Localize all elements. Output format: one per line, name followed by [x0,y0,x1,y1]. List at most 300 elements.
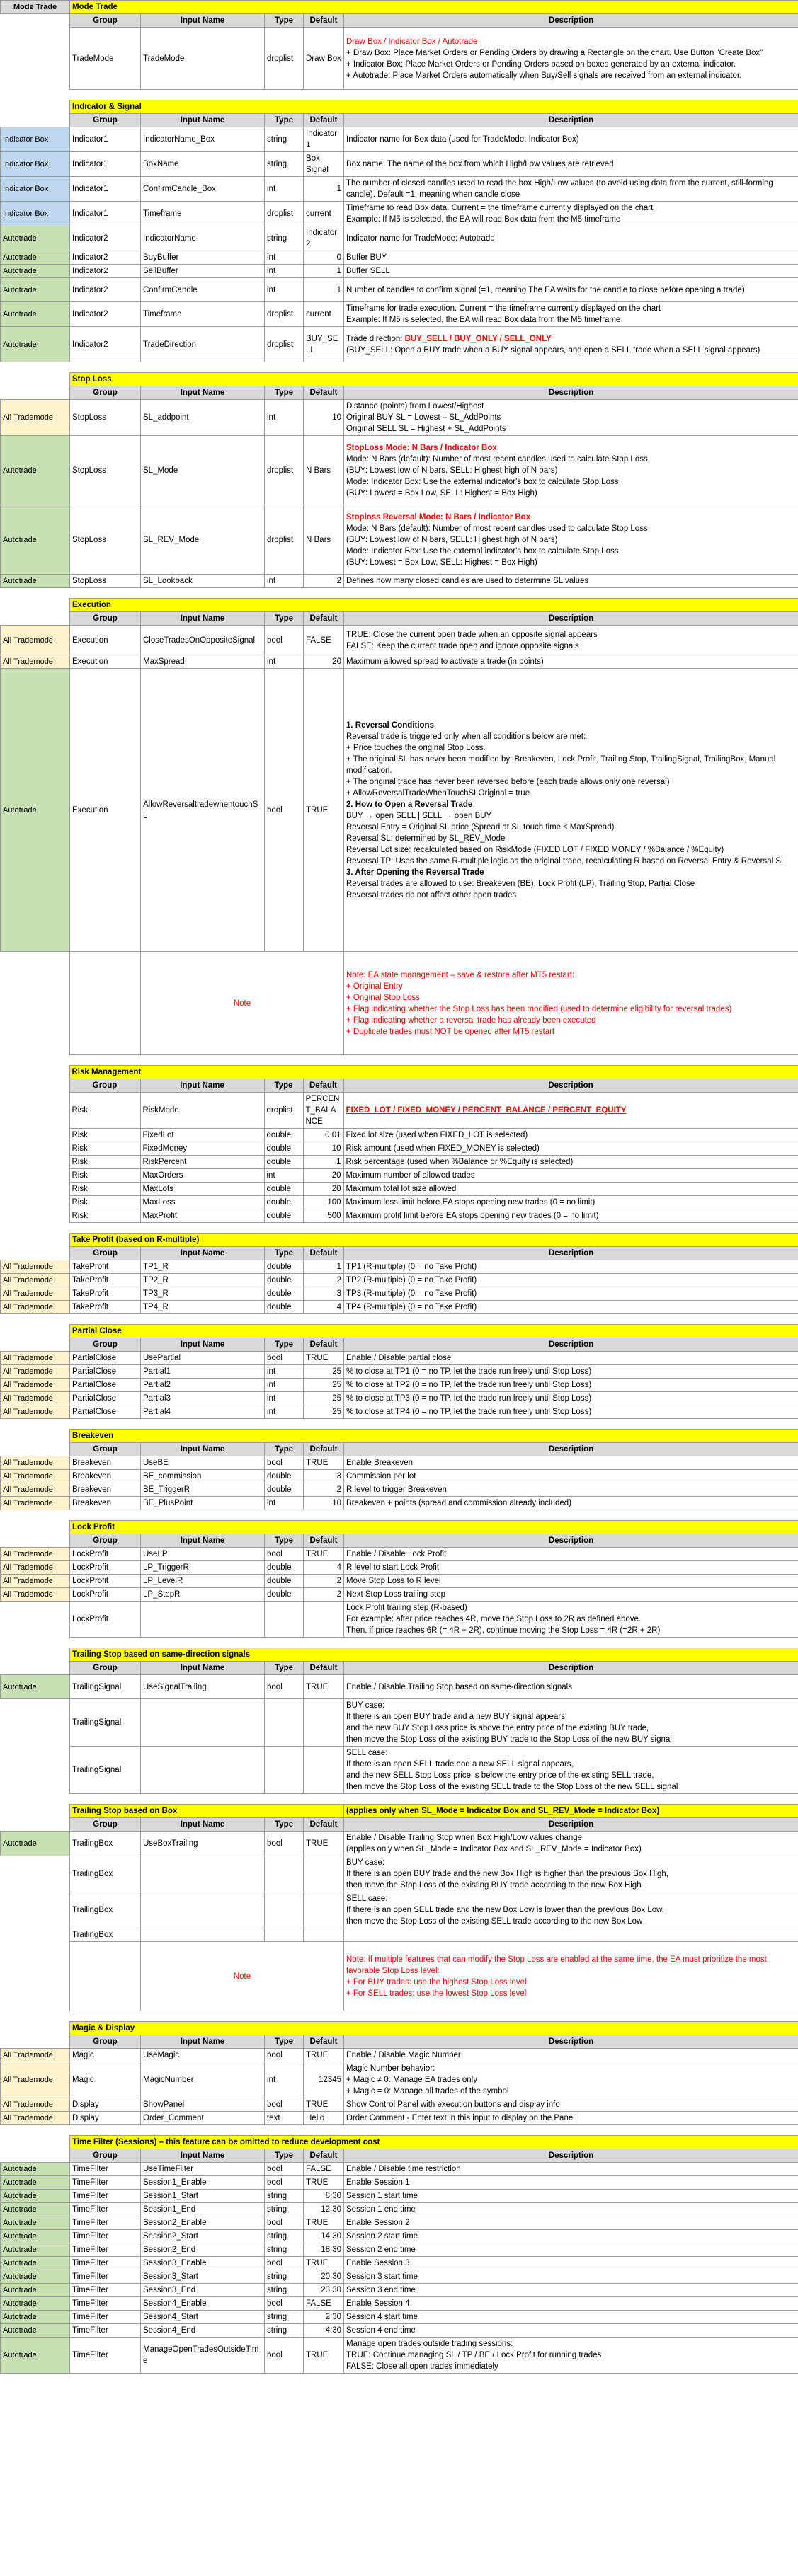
mode-badge: Indicator Box [1,177,70,202]
type-cell: droplist [265,327,304,362]
description-line: Trade direction: BUY_SELL / BUY_ONLY / SELL_ONLY [346,334,552,343]
input-name-cell: MaxProfit [140,1209,264,1223]
default-cell: 2:30 [304,2311,344,2324]
input-name-cell: Timeframe [141,302,265,327]
group-cell: Risk [69,1183,140,1196]
default-cell: FALSE [304,2297,344,2311]
section-title: Indicator & Signal [70,100,798,114]
group-cell: Display [70,2112,141,2125]
default-cell: 4:30 [304,2324,344,2338]
param-row [1,127,798,152]
group-cell: TimeFilter [70,2190,141,2203]
description-cell [344,1892,798,1928]
description-cell [344,2216,798,2230]
default-cell: Hello [304,2112,344,2125]
mode-badge [0,1142,69,1156]
group-cell: PartialClose [70,1379,141,1392]
input-name-cell: SL_addpoint [141,400,265,436]
description-cell [344,1942,798,2011]
description-line: Maximum total lot size allowed [346,1185,457,1193]
mode-badge: Autotrade [1,2243,70,2257]
description-line: For example: after price reaches 4R, move the Stop Loss to 2R as defined above. [346,1615,642,1623]
description-line: TRUE: Close the current open trade when an opposite signal appears [346,630,598,639]
description-cell [344,2230,798,2243]
param-row [1,1832,798,1856]
description-line: If there is an open SELL trade and a new SELL signal appears, [346,1760,574,1769]
default-cell: BUY_SELL [304,327,344,362]
mode-badge: Autotrade [1,2257,70,2270]
column-header-input: Input Name [141,612,265,626]
param-row [1,1365,798,1379]
description-line: SELL case: [346,1749,388,1757]
description-line: Enable Breakeven [346,1459,413,1467]
description-cell [344,400,798,436]
param-row [1,1942,798,2011]
description-cell [344,1856,798,1892]
description-line: Session 4 end time [346,2326,416,2335]
mode-badge: All Trademode [1,1260,70,1274]
description-line: + Original Entry [346,982,403,991]
input-name-cell: UseBE [141,1456,265,1470]
param-row [1,28,798,90]
mode-badge: All Trademode [1,1274,70,1287]
description-line: Manage open trades outside trading sessions: [346,2340,513,2348]
description-cell [344,2270,798,2284]
group-cell: Indicator2 [70,265,141,278]
group-cell: Indicator1 [70,152,141,177]
default-cell: TRUE [304,2257,344,2270]
description-line: + For BUY trades: use the highest Stop Loss level [346,1977,527,1986]
param-row [1,1352,798,1365]
description-cell [344,1928,798,1942]
group-cell: Indicator1 [70,177,141,202]
column-header-input: Input Name [141,14,265,28]
mode-badge: Autotrade [1,2230,70,2243]
group-cell: Risk [69,1142,140,1156]
default-cell [304,1602,344,1638]
description-line: % to close at TP3 (0 = no TP, let the trade run freely until Stop Loss) [346,1394,592,1403]
description-cell [344,1365,798,1379]
description-cell [344,2311,798,2324]
description-cell [344,2062,798,2098]
input-name-cell: Session1_Enable [141,2176,265,2190]
description-cell [344,152,798,177]
description-cell [344,1699,798,1747]
group-cell [70,1942,141,2011]
section-table [0,1324,798,1419]
group-cell: LockProfit [70,1602,141,1638]
description-cell [344,1274,798,1287]
type-cell: double [265,1588,304,1602]
type-cell: string [265,127,304,152]
default-cell: N Bars [304,505,344,575]
input-name-cell: ConfirmCandle [141,278,265,302]
input-name-cell [141,1699,265,1747]
type-cell: int [265,278,304,302]
type-cell: int [265,400,304,436]
input-name-cell: ShowPanel [141,2098,265,2112]
description-line: Maximum loss limit before EA stops opening new trades (0 = no limit) [346,1198,595,1207]
description-cell [344,1832,798,1856]
group-cell: PartialClose [70,1365,141,1379]
group-cell: Risk [69,1196,140,1209]
input-name-cell: BE_TriggerR [141,1483,265,1497]
param-row [1,1497,798,1510]
mode-badge [1,1892,70,1928]
type-cell: int [265,655,304,669]
input-name-cell: TP1_R [141,1260,265,1274]
description-line: Move Stop Loss to R level [346,1577,441,1585]
mode-badge [1,1928,70,1942]
default-cell: current [304,302,344,327]
type-cell: bool [265,669,304,952]
group-cell: TakeProfit [70,1260,141,1274]
param-row [1,2311,798,2324]
param-row [1,1274,798,1287]
default-cell: Box Signal [304,152,344,177]
description-line: % to close at TP4 (0 = no TP, let the trade run freely until Stop Loss) [346,1408,592,1416]
description-line: Session 3 start time [346,2272,418,2281]
default-cell: TRUE [304,1548,344,1561]
description-cell [344,2112,798,2125]
section-table [0,598,798,1055]
mode-badge: Autotrade [1,2270,70,2284]
param-row [1,202,798,226]
param-row [1,1548,798,1561]
description-line: (BUY: Lowest = Box Low, SELL: Highest = Box High) [346,558,537,567]
input-name-cell: Note [141,1942,344,2011]
description-line: BUY case: [346,1858,385,1867]
description-line: BUY → open SELL | SELL → open BUY [346,811,492,820]
mode-badge: Autotrade [1,1832,70,1856]
group-cell: TrailingSignal [70,1675,141,1699]
description-line: Maximum number of allowed trades [346,1171,475,1180]
column-header-description: Description [344,1534,798,1548]
description-line: Defines how many closed candles are used to determine SL values [346,577,589,585]
description-line: + Draw Box: Place Market Orders or Pending Orders by drawing a Rectangle on the chart. Use Button "Create Box" [346,48,763,57]
description-line: Then, if price reaches 6R (= 4R + 2R), continue moving the Stop Loss = 4R (=2R + 2R) [346,1626,661,1635]
group-cell: LockProfit [70,1561,141,1575]
group-cell: Breakeven [70,1456,141,1470]
description-cell [344,1392,798,1405]
section-title: Lock Profit [70,1521,798,1534]
description-line: Reversal trade is triggered only when all conditions below are met: [346,732,586,741]
group-cell: PartialClose [70,1352,141,1365]
column-header-group: Group [70,386,141,400]
description-line: Next Stop Loss trailing step [346,1590,445,1599]
group-cell: Indicator2 [70,327,141,362]
column-header-input: Input Name [141,2035,265,2049]
description-line: + The original SL has never been modified by: Breakeven, Lock Profit, Trailing Stop, TrailingSignal, TrailingBox, Manual modification. [346,754,776,775]
description-line: Enable Session 4 [346,2299,410,2308]
input-name-cell: RiskPercent [140,1156,264,1169]
description-line: Note: EA state management – save & restore after MT5 restart: [346,970,575,979]
group-cell: Risk [69,1129,140,1142]
mode-trade-header [1,373,70,386]
input-name-cell [141,1747,265,1794]
mode-badge: All Trademode [1,1287,70,1301]
description-line: Session 1 start time [346,2192,418,2200]
param-row [1,400,798,436]
description-cell [344,1470,798,1483]
group-cell: TimeFilter [70,2324,141,2338]
column-header-type: Type [265,1338,304,1352]
description-line: Number of candles to confirm signal (=1, meaning The EA waits for the candle to close before opening a trade) [346,285,745,294]
default-cell: 2 [304,1274,344,1287]
column-header-type: Type [265,114,304,127]
description-cell [344,1352,798,1365]
default-cell: 1 [304,265,344,278]
column-header-description: Description [344,1818,798,1832]
description-line: then move the Stop Loss of the existing SELL trade according to the new Box Low [346,1917,643,1926]
group-cell: TimeFilter [70,2338,141,2374]
input-name-cell: TP4_R [141,1301,265,1314]
description-cell [344,669,798,952]
input-name-cell [141,1892,265,1928]
input-name-cell: MaxLots [140,1183,264,1196]
description-line: Session 3 end time [346,2286,416,2294]
param-row [1,669,798,952]
column-header-input: Input Name [141,114,265,127]
param-row [1,278,798,302]
default-cell: 20:30 [304,2270,344,2284]
mode-badge: Autotrade [1,2216,70,2230]
description-cell [344,177,798,202]
description-line: Order Comment - Enter text in this input to display on the Panel [346,2114,575,2122]
group-cell: Display [70,2098,141,2112]
type-cell: string [265,2311,304,2324]
input-name-cell: TP3_R [141,1287,265,1301]
type-cell: bool [265,2297,304,2311]
description-cell [344,251,798,265]
group-cell: TimeFilter [70,2216,141,2230]
default-cell: 14:30 [304,2230,344,2243]
input-name-cell: Order_Comment [141,2112,265,2125]
section-title: Execution [70,599,798,612]
mode-badge [1,1747,70,1794]
description-line: R level to trigger Breakeven [346,1485,447,1494]
mode-badge: All Trademode [1,1470,70,1483]
default-cell: 4 [304,1301,344,1314]
description-line: TP2 (R-multiple) (0 = no Take Profit) [346,1276,477,1284]
column-header-description: Description [344,1247,798,1260]
param-row [1,1856,798,1892]
param-row [1,1379,798,1392]
description-line: Show Control Panel with execution buttons and display info [346,2100,560,2109]
section-table [0,1520,798,1638]
type-cell: droplist [265,202,304,226]
input-name-cell: TP2_R [141,1274,265,1287]
default-cell: 0.01 [303,1129,343,1142]
default-cell: 8:30 [304,2190,344,2203]
param-row [1,265,798,278]
description-cell [343,1209,798,1223]
group-cell [70,952,141,1055]
group-cell: LockProfit [70,1575,141,1588]
param-row [0,1129,798,1142]
section-title: Stop Loss [70,373,798,386]
column-header-type: Type [265,2149,304,2163]
group-cell: Execution [70,626,141,655]
description-line: Original SELL SL = Highest + SL_AddPoints [346,425,506,433]
group-cell: StopLoss [70,400,141,436]
description-line: Risk percentage (used when %Balance or %Equity is selected) [346,1158,574,1166]
section-table [0,100,798,362]
mode-badge [1,1856,70,1892]
mode-badge: Autotrade [1,265,70,278]
param-row [1,1260,798,1274]
type-cell: droplist [265,436,304,505]
mode-badge: All Trademode [1,1456,70,1470]
section-table [0,1804,798,2011]
input-name-cell [141,1856,265,1892]
input-name-cell: UseBoxTrailing [141,1832,265,1856]
param-row [0,1156,798,1169]
param-row [1,2270,798,2284]
default-cell: 1 [304,278,344,302]
mode-badge: All Trademode [1,1352,70,1365]
column-header-group: Group [70,2035,141,2049]
param-row [1,251,798,265]
description-cell [344,1287,798,1301]
mode-badge: Indicator Box [1,127,70,152]
section-table [0,1233,798,1314]
param-row [1,2163,798,2176]
group-cell: LockProfit [70,1588,141,1602]
mode-badge: Autotrade [1,226,70,251]
mode-trade-header [1,2136,70,2149]
type-cell: double [264,1142,303,1156]
mode-badge: All Trademode [1,1405,70,1419]
param-row [1,1561,798,1575]
param-row [1,1301,798,1314]
param-row [1,2203,798,2216]
type-cell: bool [265,2216,304,2230]
description-line: Indicator name for Box data (used for TradeMode: Indicator Box) [346,135,579,144]
column-header-group: Group [70,14,141,28]
type-cell: int [265,1497,304,1510]
param-row [1,226,798,251]
column-header-type: Type [265,14,304,28]
description-line: + Indicator Box: Place Market Orders or Pending Orders based on boxes generated by an external indicator. [346,59,736,69]
group-cell: TimeFilter [70,2163,141,2176]
mode-badge: All Trademode [1,1379,70,1392]
input-name-cell [141,1928,265,1942]
group-cell: Breakeven [70,1470,141,1483]
input-name-cell: Partial2 [141,1379,265,1392]
description-cell [344,1497,798,1510]
section-subtitle: (applies only when SL_Mode = Indicator Box and SL_REV_Mode = Indicator Box) [344,1805,798,1818]
default-cell: 2 [304,1483,344,1497]
description-highlight: BUY_SELL / BUY_ONLY / SELL_ONLY [404,334,552,343]
column-header-description: Description [344,612,798,626]
default-cell: 25 [304,1405,344,1419]
type-cell: string [265,152,304,177]
mode-trade-header [1,1521,70,1534]
column-header-input: Input Name [141,386,265,400]
column-header-input: Input Name [141,1534,265,1548]
type-cell: string [265,2270,304,2284]
description-line: Reversal TP: Uses the same R-multiple logic as the original trade, recalculating R based on Reversal Entry & Reversal SL [346,856,786,866]
description-line: Fixed lot size (used when FIXED_LOT is selected) [346,1131,528,1139]
group-cell: PartialClose [70,1392,141,1405]
input-name-cell: MaxSpread [141,655,265,669]
section-title: Magic & Display [70,2022,798,2035]
mode-badge: Autotrade [1,2324,70,2338]
group-cell: StopLoss [70,575,141,588]
description-line: + AllowReversalTradeWhenTouchSLOriginal = true [346,788,530,798]
description-cell [344,278,798,302]
group-cell: TrailingBox [70,1892,141,1928]
type-cell: bool [265,1352,304,1365]
column-header-description: Description [344,114,798,127]
type-cell: string [265,2243,304,2257]
input-name-cell: FixedLot [140,1129,264,1142]
mode-badge: All Trademode [1,1365,70,1379]
param-row [1,1405,798,1419]
description-cell [344,226,798,251]
default-cell: N Bars [304,436,344,505]
column-header-description: Description [344,14,798,28]
column-header-input: Input Name [141,1662,265,1675]
input-name-cell: Partial3 [141,1392,265,1405]
mode-trade-header: Mode Trade [1,1,70,14]
group-cell: Breakeven [70,1483,141,1497]
type-cell: int [265,575,304,588]
mode-badge [0,1169,69,1183]
mode-badge: Autotrade [1,2311,70,2324]
mode-badge [1,1942,70,2011]
description-line: (BUY: Lowest = Box Low, SELL: Highest = Box High) [346,488,537,498]
type-cell: double [265,1287,304,1301]
section-table [0,1065,798,1223]
section-table [0,372,798,588]
param-row [1,1575,798,1588]
input-name-cell: LP_LevelR [141,1575,265,1588]
section-title: Breakeven [70,1430,798,1443]
description-cell [344,2338,798,2374]
description-line: + Magic ≠ 0: Manage EA trades only [346,2076,477,2084]
input-name-cell: TradeMode [141,28,265,90]
description-cell [344,1747,798,1794]
input-name-cell: UseTimeFilter [141,2163,265,2176]
default-cell [304,1892,344,1928]
param-row [1,1470,798,1483]
type-cell: bool [265,2338,304,2374]
description-cell [344,2163,798,2176]
column-header-description: Description [344,2035,798,2049]
description-cell [343,1129,798,1142]
description-line: + Autotrade: Place Market Orders automatically when Buy/Sell signals are received from an external indicator. [346,71,742,80]
column-header-group: Group [70,1338,141,1352]
description-line: (BUY: Lowest low of N bars, SELL: Highest high of N bars) [346,466,558,475]
param-row [1,2049,798,2062]
param-row [1,505,798,575]
mode-badge [0,1209,69,1223]
type-cell: droplist [265,505,304,575]
default-cell: 25 [304,1365,344,1379]
description-cell [343,1156,798,1169]
default-cell: 500 [303,1209,343,1223]
mode-badge: Autotrade [1,302,70,327]
input-name-cell: AllowReversaltradewhentouchSL [141,669,265,952]
default-cell: 10 [304,1497,344,1510]
param-row [1,2243,798,2257]
input-name-cell: BE_commission [141,1470,265,1483]
param-row [1,1928,798,1942]
description-cell [344,2284,798,2297]
input-name-cell: Session4_End [141,2324,265,2338]
